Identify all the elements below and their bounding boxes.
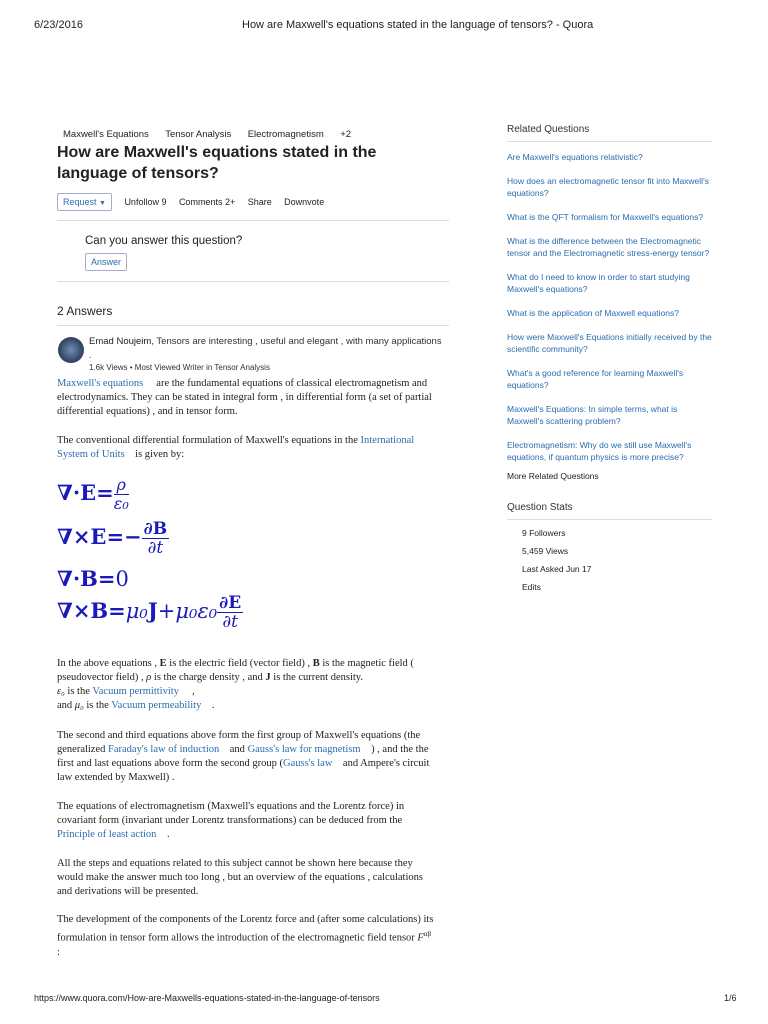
- paragraph-1: [57, 377, 432, 419]
- related-question[interactable]: What do I need to know in order to start studying Maxwell's equations?: [507, 272, 690, 294]
- paragraph-2-text-b: is given by:: [135, 449, 185, 460]
- answer-prompt-text: Can you answer this question?: [85, 235, 243, 247]
- link-international-system-of-units[interactable]: International System of Units: [57, 435, 415, 460]
- stat-followers[interactable]: 9 Followers: [522, 528, 566, 538]
- related-question[interactable]: What's a good reference for learning Maxwell's equations?: [507, 368, 684, 390]
- author-dot: .: [89, 350, 92, 360]
- chevron-down-icon: ▼: [99, 200, 106, 207]
- print-title: How are Maxwell's equations stated in the language of tensors? - Quora: [242, 19, 594, 31]
- author-bio: , Tensors are interesting , useful and elegant , with many applications: [151, 336, 442, 347]
- related-question[interactable]: Electromagnetism: Why do we still use Maxwell's equations, if quantum physics is more precise?: [507, 440, 692, 462]
- related-question[interactable]: Are Maxwell's equations relativistic?: [507, 152, 643, 162]
- link-faradays-law[interactable]: Faraday's law of induction: [108, 744, 220, 755]
- related-question[interactable]: What is the QFT formalism for Maxwell's equations?: [507, 212, 704, 222]
- divider: [507, 519, 712, 520]
- unfollow-label: Unfollow: [124, 197, 159, 207]
- related-question[interactable]: How does an electromagnetic tensor fit into Maxwell's equations?: [507, 176, 709, 198]
- stat-views: 5,459 Views: [522, 546, 569, 556]
- topic-list: [63, 124, 363, 142]
- related-question[interactable]: How were Maxwell's Equations initially received by the scientific community?: [507, 332, 712, 354]
- related-question[interactable]: What is the application of Maxwell equations?: [507, 308, 679, 318]
- comments-label: Comments: [178, 197, 223, 207]
- print-date: 6/23/2016: [34, 19, 83, 31]
- equation-gauss: ∇·E= $\frac{\rho}{\text{ε₀}}$: [57, 475, 129, 513]
- action-bar: [57, 192, 324, 211]
- related-questions-list: [507, 151, 712, 481]
- related-question[interactable]: Maxwell's Equations: In simple terms, what is Maxwell's scattering problem?: [507, 404, 678, 426]
- topic-electromagnetism[interactable]: Electromagnetism: [247, 129, 324, 140]
- answer-button[interactable]: Answer: [85, 253, 127, 271]
- question-title: How are Maxwell's equations stated in the language of tensors?: [57, 144, 377, 182]
- related-questions-heading: Related Questions: [507, 124, 590, 135]
- paragraph-5: The equations of electromagnetism (Maxwell's equations and the Lorentz force) in covariant form (invariant under Lorentz transformations) can be deduced from the Principle of least action .: [57, 801, 405, 840]
- link-vacuum-permittivity[interactable]: Vacuum permittivity: [92, 686, 179, 697]
- paragraph-2: [57, 434, 432, 462]
- link-vacuum-permeability[interactable]: Vacuum permeability: [111, 700, 202, 711]
- question-stats-heading: Question Stats: [507, 502, 573, 513]
- comments-count: 2+: [224, 197, 236, 207]
- paragraph-6: All the steps and equations related to this subject cannot be shown here because they would make the answer much too long , but an overview of the equations , calculations and derivations will be presented.: [57, 858, 423, 897]
- link-maxwells-equations[interactable]: Maxwell's equations: [57, 378, 144, 389]
- comments-button[interactable]: [179, 197, 235, 207]
- stat-edits[interactable]: Edits: [522, 582, 541, 592]
- divider: [507, 141, 712, 142]
- avatar[interactable]: [58, 337, 84, 363]
- paragraph-1-text: are the fundamental equations of classical electromagnetism and electrodynamics. They can be stated in integral form , in differential form (a set of partial differential equations) , and in tensor form.: [57, 378, 432, 417]
- author-name[interactable]: Emad Noujeim: [89, 336, 152, 347]
- request-label: Request: [63, 197, 97, 207]
- stat-last-asked: Last Asked Jun 17: [522, 564, 592, 574]
- downvote-button[interactable]: Downvote: [284, 197, 325, 207]
- more-related-questions-link[interactable]: More Related Questions: [507, 471, 599, 481]
- unfollow-button[interactable]: [124, 197, 166, 207]
- equation-ampere: ∇×B=μ₀J+μ₀ε₀ $\frac{\partial E}{\partial t}$: [57, 593, 242, 632]
- paragraph-7: The development of the components of the Lorentz force and (after some calculations) its formulation in tensor form allows the introduction of the electromagnetic field tensor $F^{\alpha\beta}$ :: [57, 914, 434, 958]
- link-gauss-law[interactable]: Gauss's law: [282, 758, 333, 769]
- question-stats-list: [522, 528, 591, 592]
- print-page-number: 1/6: [724, 993, 737, 1003]
- equation-faraday: ∇×E=− $\frac{\partial B}{\partial t}$: [57, 519, 168, 558]
- share-button[interactable]: Share: [247, 197, 272, 207]
- link-principle-of-least-action[interactable]: Principle of least action: [57, 829, 157, 840]
- equation-gauss-magnetism: ∇·B=0: [57, 566, 129, 591]
- author-line: [89, 336, 442, 347]
- divider: [57, 220, 449, 221]
- maxwell-equations-image: [57, 476, 297, 636]
- divider: [57, 325, 449, 326]
- related-question[interactable]: What is the difference between the Electromagnetic tensor and the Electromagnetic stress-energy tensor?: [507, 236, 710, 258]
- paragraph-2-text-a: The conventional differential formulation of Maxwell's equations in the: [57, 435, 358, 446]
- answers-count: 2 Answers: [57, 304, 113, 318]
- request-button[interactable]: [57, 193, 112, 211]
- author-stats: 1.6k Views • Most Viewed Writer in Tensor Analysis: [89, 363, 270, 372]
- print-url: https://www.quora.com/How-are-Maxwells-equations-stated-in-the-language-of-tensors: [34, 993, 380, 1003]
- topic-more[interactable]: +2: [340, 129, 352, 140]
- unfollow-count: 9: [161, 197, 167, 207]
- topic-maxwells-equations[interactable]: Maxwell's Equations: [63, 129, 149, 140]
- divider: [57, 281, 449, 282]
- link-gauss-law-magnetism[interactable]: Gauss's law for magnetism: [247, 744, 361, 755]
- topic-tensor-analysis[interactable]: Tensor Analysis: [165, 129, 232, 140]
- paragraph-3: In the above equations , E is the electric field (vector field) , B is the magnetic field ( pseudovector field) , ρ is the charge density , and J is the current density. ε₀ is the Vacuum permittivity , and μ₀ is the Vacuum permeability .: [57, 658, 414, 711]
- paragraph-4: The second and third equations above form the first group of Maxwell's equations (the generalized Faraday's law of induction and Gauss's law for magnetism ) , and the the first and last equations above form the second group (Gauss's law and Ampere's circuit law extended by Maxwell) .: [57, 730, 430, 783]
